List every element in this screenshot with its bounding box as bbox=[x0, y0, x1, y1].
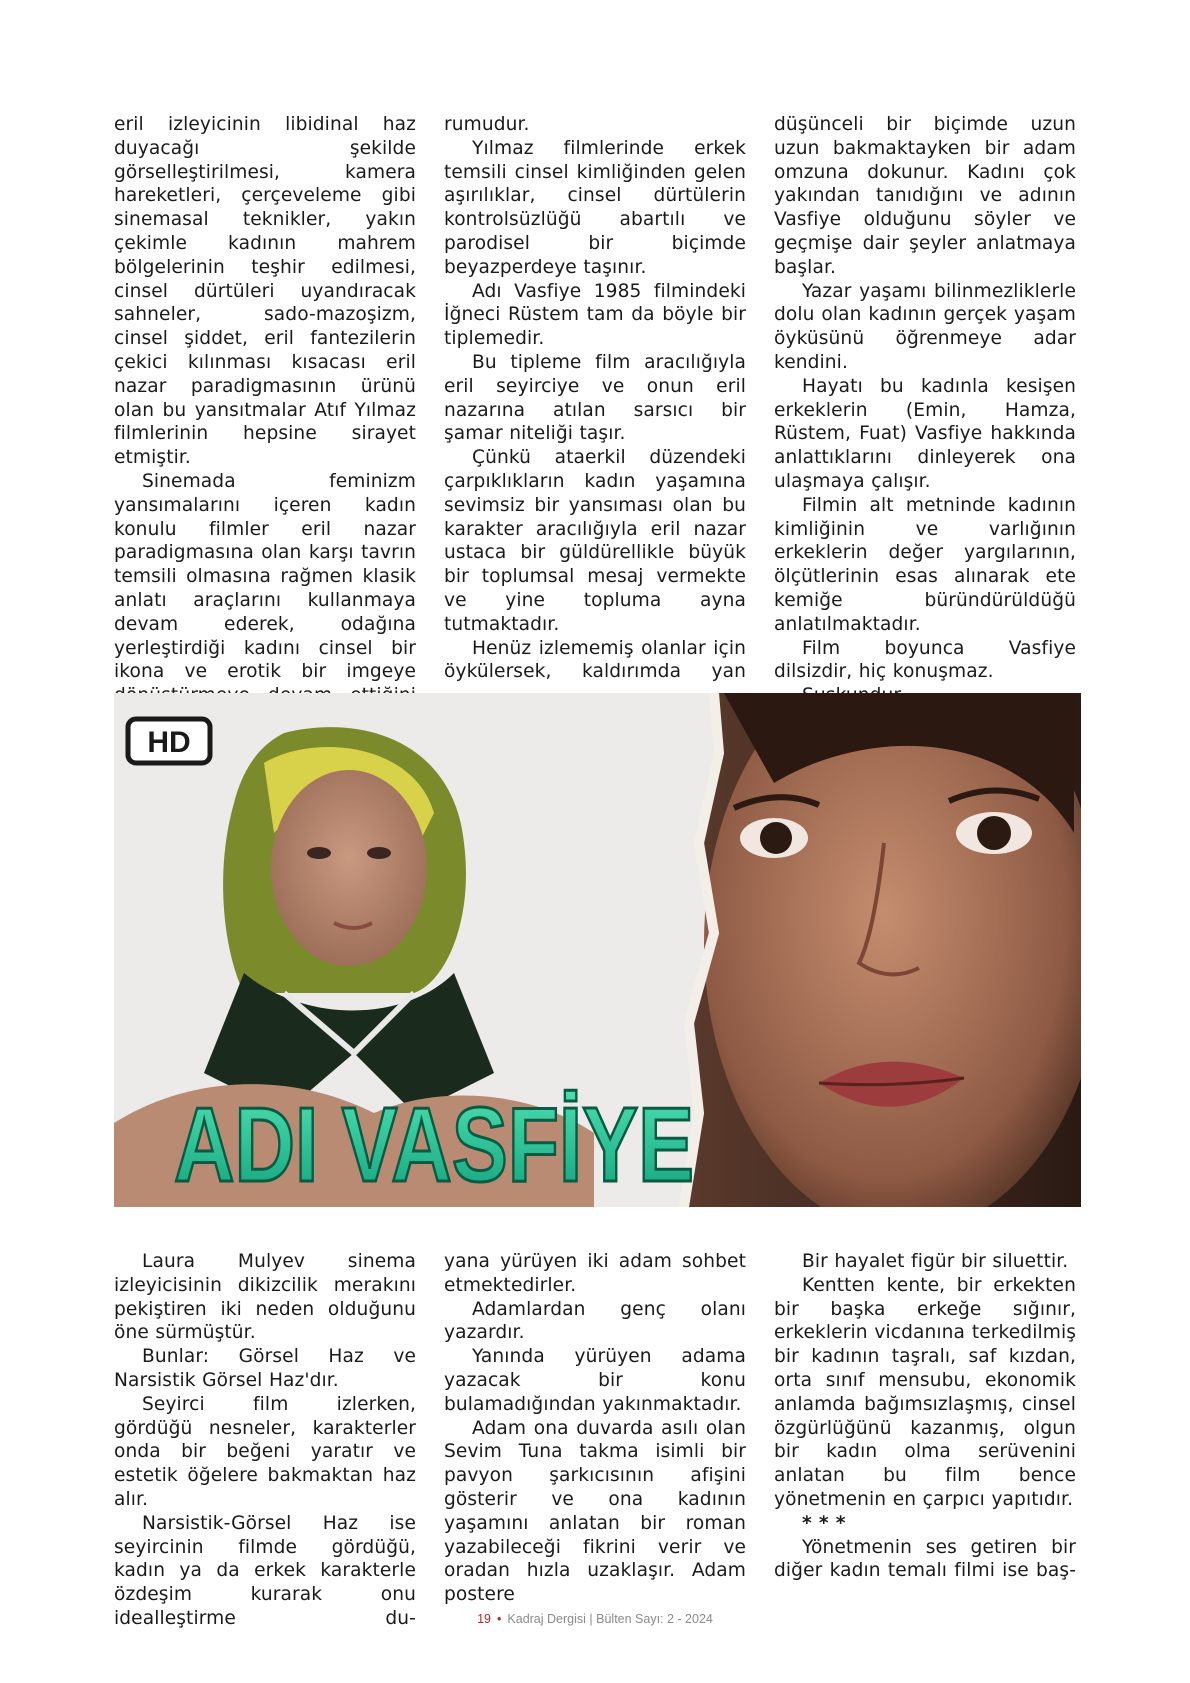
paragraph: rumudur. bbox=[444, 114, 530, 135]
poster-title: ADI VASFİYE bbox=[174, 1086, 694, 1204]
top-text-columns bbox=[114, 113, 1076, 732]
paragraph: Henüz izlememiş olanlar için öykülersek, kaldırımda yan bbox=[444, 637, 746, 683]
top-column-3 bbox=[774, 113, 1076, 732]
bottom-text-columns bbox=[114, 1250, 1076, 1631]
bottom-column-1 bbox=[114, 1250, 416, 1631]
paragraph: eril izleyicinin libidinal haz duyacağı şekilde görselleştirilmesi, kamera hareketleri, çerçeveleme gibi sinemasal teknikler, yakın çekimle kadının mahrem bölgelerinin teşhir edilmesi, cinsel dürtüleri uyandıracak sahneler, sado-mazoşizm, cinsel şiddet, eril fantezilerin çekici kılınması kısacası eril nazar paradigmasının ürünü olan bu yansıtmalar Atıf Yılmaz filmlerinin hepsine sirayet etmiştir. bbox=[114, 114, 416, 469]
page-number: 19 bbox=[477, 1612, 492, 1626]
paragraph: Bir hayalet figür bir siluettir. bbox=[802, 1251, 1069, 1272]
paragraph: Adam ona duvarda asılı olan Sevim Tuna takma isimli bir pavyon şarkıcısının afişini gösterir ve ona kadının yaşamını anlatan bir roman yazabileceği fikrini verir ve oradan hızla uzaklaşır. Adam postere bbox=[444, 1417, 746, 1606]
hd-badge: HD bbox=[147, 726, 191, 759]
paragraph: Bu tipleme film aracılığıyla eril seyirciye ve onun eril nazarına atılan sarsıcı bir şamar niteliği taşır. bbox=[444, 351, 746, 445]
bottom-column-3 bbox=[774, 1250, 1076, 1631]
paragraph: Seyirci film izlerken, gördüğü nesneler, karakterler onda bir beğeni yaratır ve estetik öğelere bakmaktan haz alır. bbox=[114, 1393, 416, 1510]
issue-info: | Bülten Sayı: 2 - 2024 bbox=[589, 1612, 713, 1626]
magazine-name: Kadraj Dergisi bbox=[507, 1612, 586, 1626]
paragraph: Filmin alt metninde kadının kimliğinin ve varlığının erkeklerin değer yargılarının, ölçütlerinin esas alınarak ete kemiğe büründürüldüğü anlatılmaktadır. bbox=[774, 494, 1076, 635]
paragraph: Hayatı bu kadınla kesişen erkeklerin (Emin, Hamza, Rüstem, Fuat) Vasfiye hakkında anlattıklarını dinleyerek ona ulaşmaya çalışır. bbox=[774, 375, 1076, 492]
page-footer bbox=[0, 1612, 1190, 1626]
top-column-2 bbox=[444, 113, 746, 732]
paragraph: Bunlar: Görsel Haz ve Narsistik Görsel Haz'dır. bbox=[114, 1346, 416, 1391]
bullet-icon: • bbox=[497, 1612, 502, 1626]
paragraph: Adamlardan genç olanı yazardır. bbox=[444, 1298, 746, 1344]
paragraph: Narsistik-Görsel Haz ise seyircinin filmde gördüğü, kadın ya da erkek karakterle özdeşim kurarak onu idealleştirme du- bbox=[114, 1512, 416, 1629]
section-break-stars: * * * bbox=[802, 1512, 846, 1534]
paragraph: Adı Vasfiye 1985 filmindeki İğneci Rüstem tam da böyle bir tiplemedir. bbox=[444, 280, 746, 350]
paragraph: Kentten kente, bir erkekten bir başka erkeğe sığınır, erkeklerin vicdanına terkedilmiş bir kadının taşralı, saf kızdan, orta sınıf mensubu, ekonomik anlamda bağımsızlaşmış, cinsel özgürlüğünü kazanmış, olgun bir kadın olma serüvenini anlatan bu film bence yönetmenin en çarpıcı yapıtıdır. bbox=[774, 1274, 1076, 1510]
paragraph: Yılmaz filmlerinde erkek temsili cinsel kimliğinden gelen aşırılıklar, cinsel dürtülerin kontrolsüzlüğü abartılı ve parodisel bir biçimde beyazperdeye taşınır. bbox=[444, 137, 746, 278]
paragraph: Film boyunca Vasfiye dilsizdir, hiç konuşmaz. bbox=[774, 637, 1076, 683]
top-column-1 bbox=[114, 113, 416, 732]
movie-poster-image bbox=[114, 693, 1081, 1207]
paragraph: düşünceli bir biçimde uzun uzun bakmaktayken bir adam omzuna dokunur. Kadını çok yakından tanıdığını ve adının Vasfiye olduğunu söyler ve geçmişe dair şeyler anlatmaya başlar. bbox=[774, 114, 1076, 278]
paragraph: Yanında yürüyen adama yazacak bir konu bulamadığından yakınmaktadır. bbox=[444, 1346, 746, 1415]
paragraph: Sinemada feminizm yansımalarını içeren kadın konulu filmler eril nazar paradigmasına olan karşı tavrın temsili olmasına rağmen klasik anlatı araçlarını kullanmaya devam ederek, odağına yerleştirdiği kadını cinsel bir ikona ve erotik bir imgeye bbox=[114, 470, 416, 683]
paragraph: Yönetmenin ses getiren bir diğer kadın temalı filmi ise baş- bbox=[774, 1536, 1076, 1582]
paragraph: Çünkü ataerkil düzendeki çarpıklıkların kadın yaşamına sevimsiz bir yansıması olan bu karakter aracılığıyla eril nazar ustaca bir güldürellikle büyük bir toplumsal mesaj vermekte ve yine topluma ayna tutmaktadır. bbox=[444, 447, 746, 635]
bottom-column-2 bbox=[444, 1250, 746, 1631]
paragraph: Laura Mulyev sinema izleyicisinin dikizcilik merakını pekiştiren iki neden olduğunu öne sürmüştür. bbox=[114, 1251, 416, 1344]
paragraph: yana yürüyen iki adam sohbet etmektedirler. bbox=[444, 1251, 746, 1296]
paragraph: Yazar yaşamı bilinmezliklerle dolu olan kadının gerçek yaşam öyküsünü öğrenmeye adar kendini. bbox=[774, 280, 1076, 373]
